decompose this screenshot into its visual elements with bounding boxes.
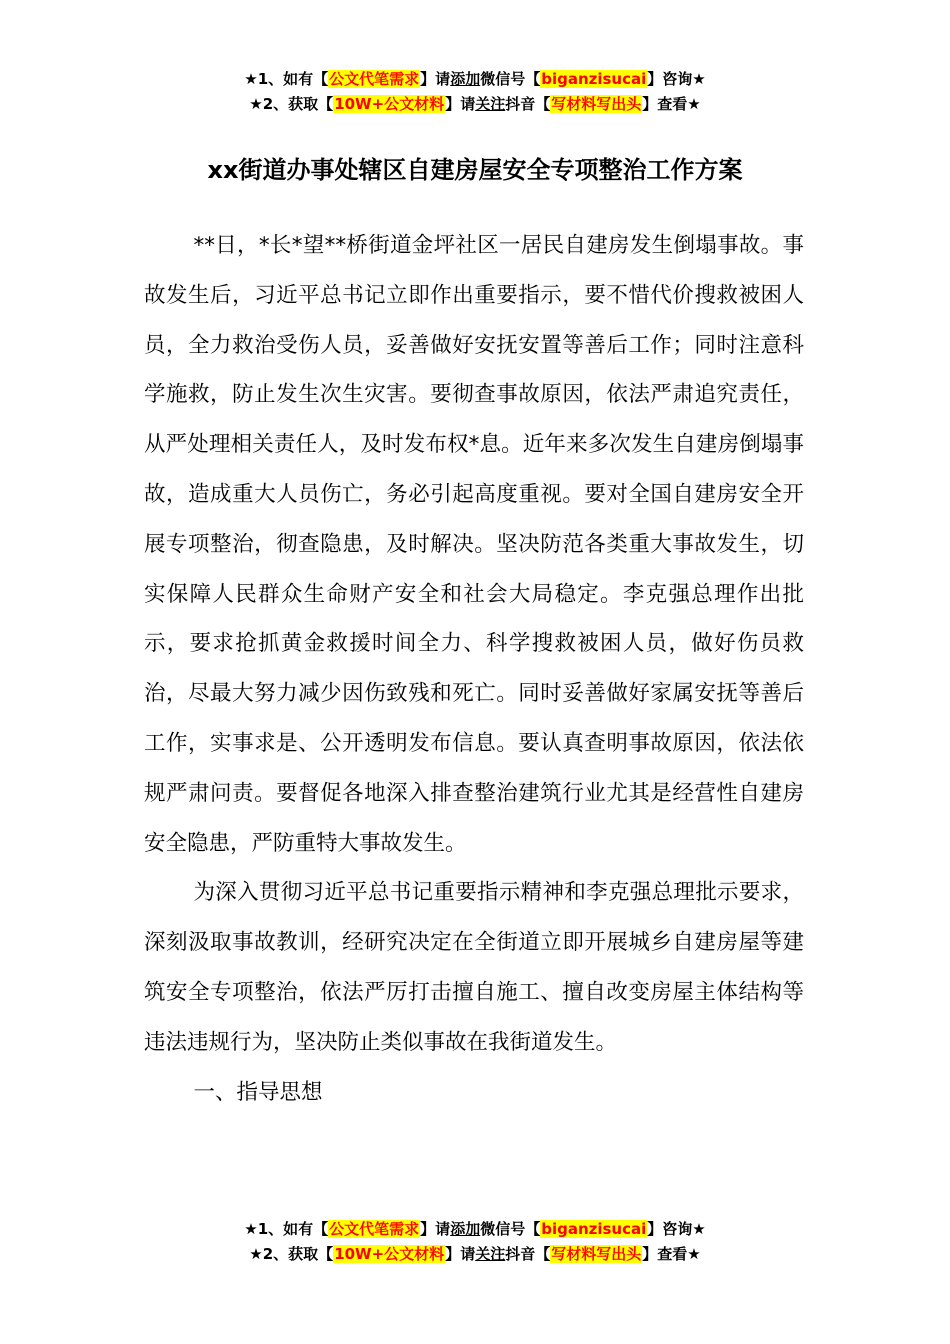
promo-line-1	[0, 1217, 950, 1242]
promo-underlined-text: 添加	[450, 70, 481, 88]
promo-highlight: 10W+公文材料	[334, 1245, 445, 1263]
promo-text: 】咨询★	[647, 1220, 706, 1238]
promo-text: 】请	[420, 70, 451, 88]
promo-highlight: 公文代笔需求	[329, 70, 420, 88]
promo-text: 抖音【	[505, 1245, 551, 1263]
promo-text: 】请	[445, 1245, 476, 1263]
promo-text: ★1、如有【	[244, 70, 329, 88]
document-body	[144, 221, 804, 1117]
promo-text: 】请	[420, 1220, 451, 1238]
promo-text: 】咨询★	[647, 70, 706, 88]
promo-text: ★2、获取【	[249, 95, 334, 113]
promo-highlight: 写材料写出头	[551, 95, 642, 113]
promo-text: 】请	[445, 95, 476, 113]
footer-promo-banner	[0, 1217, 950, 1267]
section-heading: 一、指导思想	[193, 1079, 323, 1105]
promo-highlight: 10W+公文材料	[334, 95, 445, 113]
promo-highlight: 写材料写出头	[551, 1245, 642, 1263]
promo-underlined-text: 添加	[450, 1220, 481, 1238]
body-paragraph: 为深入贯彻习近平总书记重要指示精神和李克强总理批示要求，深刻汲取事故教训，经研究决定在全街道立即开展城乡自建房屋等建筑安全专项整治，依法严厉打击擅自施工、擅自改变房屋主体结构等违法违规行为，坚决防止类似事故在我街道发生。	[144, 880, 804, 1055]
promo-line-2	[0, 92, 950, 117]
document-title: xx街道办事处辖区自建房屋安全专项整治工作方案	[207, 156, 743, 184]
promo-text: 微信号【	[480, 70, 541, 88]
promo-text: ★1、如有【	[244, 1220, 329, 1238]
promo-line-1	[0, 67, 950, 92]
promo-underlined-text: 关注	[475, 1245, 506, 1263]
header-promo-banner	[0, 67, 950, 117]
promo-text: 】查看★	[642, 1245, 701, 1263]
promo-line-2	[0, 1242, 950, 1267]
promo-text: ★2、获取【	[249, 1245, 334, 1263]
promo-highlight: biganzisucai	[541, 70, 647, 88]
promo-text: 】查看★	[642, 95, 701, 113]
promo-highlight: 公文代笔需求	[329, 1220, 420, 1238]
promo-text: 微信号【	[480, 1220, 541, 1238]
promo-highlight: biganzisucai	[541, 1220, 647, 1238]
body-paragraph: **日，*长*望**桥街道金坪社区一居民自建房发生倒塌事故。事故发生后，习近平总书记立即作出重要指示，要不惜代价搜救被困人员，全力救治受伤人员，妥善做好安抚安置等善后工作；同时注意科学施救，防止发生次生灾害。要彻查事故原因，依法严肃追究责任，从严处理相关责任人，及时发布权*息。近年来多次发生自建房倒塌事故，造成重大人员伤亡，务必引起高度重视。要对全国自建房安全开展专项整治，彻查隐患，及时解决。坚决防范各类重大事故发生，切实保障人民群众生命财产安全和社会大局稳定。李克强总理作出批示，要求抢抓黄金救援时间全力、科学搜救被困人员，做好伤员救治，尽最大努力减少因伤致残和死亡。同时妥善做好家属安抚等善后工作，实事求是、公开透明发布信息。要认真查明事故原因，依法依规严肃问责。要督促各地深入排查整治建筑行业尤其是经营性自建房安全隐患，严防重特大事故发生。	[144, 233, 804, 856]
promo-text: 抖音【	[505, 95, 551, 113]
promo-underlined-text: 关注	[475, 95, 506, 113]
